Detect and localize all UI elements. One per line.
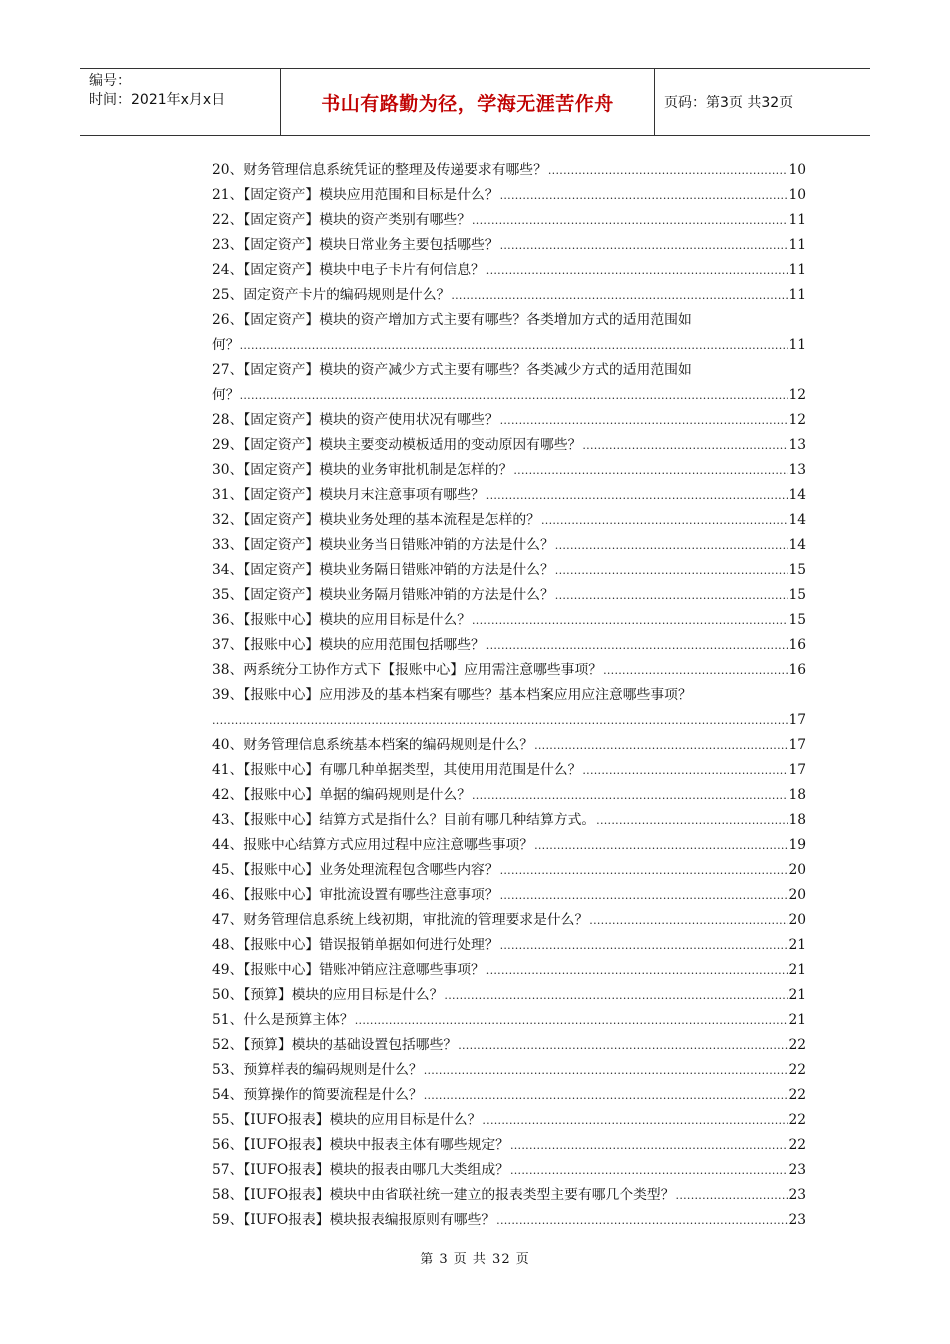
toc-entry-title: 23、【固定资产】模块日常业务主要包括哪些？ [212, 237, 499, 253]
header-motto: 书山有路勤为径，学海无涯苦作舟 [281, 69, 655, 135]
toc-entry[interactable] [212, 208, 806, 233]
toc-entry-title: 28、【固定资产】模块的资产使用状况有哪些？ [212, 412, 499, 428]
toc-entry-title: 46、【报账中心】审批流设置有哪些注意事项？ [212, 887, 499, 903]
toc-entry[interactable] [212, 183, 806, 208]
toc-entry[interactable] [212, 508, 806, 533]
toc-entry-title: 35、【固定资产】模块业务隔月错账冲销的方法是什么？ [212, 587, 554, 603]
toc-entry-page-number: 21 [788, 987, 806, 1003]
dot-leader [471, 608, 788, 633]
toc-entry[interactable] [212, 1183, 806, 1208]
toc-entry-page-number: 12 [788, 387, 806, 403]
dot-leader [499, 233, 789, 258]
toc-entry-continuation[interactable] [212, 708, 806, 733]
toc-entry-title: 30、【固定资产】模块的业务审批机制是怎样的？ [212, 462, 513, 478]
dot-leader [509, 1158, 788, 1183]
toc-entry-page-number: 21 [788, 962, 806, 978]
toc-entry-page-number: 21 [788, 1012, 806, 1028]
toc-entry-title: 44、报账中心结算方式应用过程中应注意哪些事项？ [212, 837, 534, 853]
toc-entry[interactable] [212, 633, 806, 658]
toc-entry-page-number: 18 [788, 787, 806, 803]
dot-leader [212, 708, 788, 733]
toc-entry-title: 34、【固定资产】模块业务隔日错账冲销的方法是什么？ [212, 562, 554, 578]
dot-leader [495, 1208, 788, 1233]
toc-entry-page-number: 17 [788, 712, 806, 728]
toc-entry-title: 59、【IUFO报表】模块报表编报原则有哪些？ [212, 1212, 496, 1228]
toc-entry-title: 32、【固定资产】模块业务处理的基本流程是怎样的？ [212, 512, 540, 528]
toc-entry-page-number: 23 [788, 1162, 806, 1178]
toc-entry-page-number: 15 [788, 612, 806, 628]
toc-entry-title: 52、【预算】模块的基础设置包括哪些？ [212, 1037, 458, 1053]
toc-entry[interactable] [212, 558, 806, 583]
toc-entry-title: 29、【固定资产】模块主要变动模板适用的变动原因有哪些？ [212, 437, 582, 453]
toc-entry[interactable] [212, 683, 806, 708]
toc-entry[interactable] [212, 483, 806, 508]
toc-entry-page-number: 23 [788, 1212, 806, 1228]
toc-entry[interactable] [212, 808, 806, 833]
toc-entry-page-number: 11 [788, 287, 806, 303]
toc-entry-page-number: 14 [788, 487, 806, 503]
toc-entry[interactable] [212, 433, 806, 458]
toc-entry-title: 48、【报账中心】错误报销单据如何进行处理？ [212, 937, 499, 953]
toc-entry-title: 25、固定资产卡片的编码规则是什么？ [212, 287, 451, 303]
toc-entry-title: 43、【报账中心】结算方式是指什么？目前有哪几种结算方式。 [212, 812, 596, 828]
dot-leader [354, 1008, 789, 1033]
toc-entry-title: 36、【报账中心】模块的应用目标是什么？ [212, 612, 471, 628]
toc-entry[interactable] [212, 458, 806, 483]
toc-entry[interactable] [212, 1058, 806, 1083]
dot-leader [485, 483, 789, 508]
toc-entry-title: 39、【报账中心】应用涉及的基本档案有哪些？基本档案应用应注意哪些事项？ [212, 687, 692, 703]
table-of-contents [212, 158, 806, 1233]
page-footer: 第 3 页 共 32 页 [420, 1252, 530, 1267]
dot-leader [423, 1058, 789, 1083]
toc-entry[interactable] [212, 983, 806, 1008]
dot-leader [554, 533, 789, 558]
toc-entry-page-number: 12 [788, 412, 806, 428]
dot-leader [485, 258, 789, 283]
toc-entry-page-number: 15 [788, 587, 806, 603]
toc-entry[interactable] [212, 1033, 806, 1058]
dot-leader [443, 983, 788, 1008]
toc-entry[interactable] [212, 733, 806, 758]
toc-entry-title: 27、【固定资产】模块的资产减少方式主要有哪些？各类减少方式的适用范围如 [212, 362, 692, 378]
dot-leader [457, 1033, 788, 1058]
toc-entry-page-number: 19 [788, 837, 806, 853]
toc-entry[interactable] [212, 408, 806, 433]
dot-leader [499, 883, 789, 908]
dot-leader [533, 733, 788, 758]
dot-leader [499, 408, 789, 433]
page-header [80, 68, 870, 136]
toc-entry-title: 20、财务管理信息系统凭证的整理及传递要求有哪些？ [212, 162, 547, 178]
toc-entry-page-number: 14 [788, 537, 806, 553]
toc-entry-title: 24、【固定资产】模块中电子卡片有何信息？ [212, 262, 485, 278]
toc-entry-page-number: 22 [788, 1112, 806, 1128]
toc-entry-title: 51、什么是预算主体？ [212, 1012, 354, 1028]
toc-entry[interactable] [212, 308, 806, 333]
toc-entry-title: 49、【报账中心】错账冲销应注意哪些事项？ [212, 962, 485, 978]
dot-leader [512, 458, 788, 483]
toc-entry-page-number: 22 [788, 1137, 806, 1153]
toc-entry-title-continued: 何？ [212, 337, 240, 353]
dot-leader [533, 833, 788, 858]
toc-entry-page-number: 10 [788, 187, 806, 203]
toc-entry[interactable] [212, 658, 806, 683]
dot-leader [423, 1083, 789, 1108]
toc-entry[interactable] [212, 958, 806, 983]
toc-entry[interactable] [212, 783, 806, 808]
dot-leader [554, 558, 789, 583]
dot-leader [485, 633, 789, 658]
toc-entry-page-number: 17 [788, 737, 806, 753]
toc-entry-title: 26、【固定资产】模块的资产增加方式主要有哪些？各类增加方式的适用范围如 [212, 312, 692, 328]
toc-entry-title: 22、【固定资产】模块的资产类别有哪些？ [212, 212, 471, 228]
toc-entry[interactable] [212, 858, 806, 883]
dot-leader [471, 783, 788, 808]
dot-leader [499, 183, 789, 208]
toc-entry[interactable] [212, 833, 806, 858]
toc-entry[interactable] [212, 1008, 806, 1033]
toc-entry-page-number: 15 [788, 562, 806, 578]
toc-entry-title: 47、财务管理信息系统上线初期，审批流的管理要求是什么？ [212, 912, 589, 928]
toc-entry-title: 56、【IUFO报表】模块中报表主体有哪些规定？ [212, 1137, 509, 1153]
toc-entry-title: 58、【IUFO报表】模块中由省联社统一建立的报表类型主要有哪几个类型？ [212, 1187, 675, 1203]
dot-leader [602, 658, 788, 683]
toc-entry[interactable] [212, 283, 806, 308]
toc-entry[interactable] [212, 583, 806, 608]
dot-leader [485, 958, 789, 983]
toc-entry-page-number: 20 [788, 862, 806, 878]
toc-entry-page-number: 17 [788, 762, 806, 778]
toc-entry-page-number: 11 [788, 337, 806, 353]
toc-entry-title: 53、预算样表的编码规则是什么？ [212, 1062, 423, 1078]
toc-entry-page-number: 14 [788, 512, 806, 528]
toc-entry-page-number: 22 [788, 1062, 806, 1078]
toc-entry-title: 41、【报账中心】有哪几种单据类型，其使用用范围是什么？ [212, 762, 582, 778]
dot-leader [540, 508, 788, 533]
toc-entry-page-number: 20 [788, 887, 806, 903]
header-page-info: 页码：第3页 共32页 [664, 95, 794, 111]
toc-entry-page-number: 11 [788, 262, 806, 278]
toc-entry-page-number: 10 [788, 162, 806, 178]
toc-entry[interactable] [212, 233, 806, 258]
toc-entry[interactable] [212, 608, 806, 633]
header-left-cell [80, 69, 281, 135]
toc-entry-page-number: 23 [788, 1187, 806, 1203]
dot-leader [481, 1108, 788, 1133]
toc-entry-page-number: 16 [788, 662, 806, 678]
toc-entry-page-number: 11 [788, 237, 806, 253]
toc-entry-page-number: 13 [788, 462, 806, 478]
dot-leader [471, 208, 788, 233]
dot-leader [499, 933, 789, 958]
toc-entry[interactable] [212, 358, 806, 383]
document-number-label: 编号： [89, 73, 131, 89]
dot-leader [509, 1133, 788, 1158]
dot-leader [240, 333, 789, 358]
toc-entry[interactable] [212, 1108, 806, 1133]
toc-entry-title: 50、【预算】模块的应用目标是什么？ [212, 987, 444, 1003]
toc-entry[interactable] [212, 1133, 806, 1158]
dot-leader [588, 908, 788, 933]
toc-entry-title: 57、【IUFO报表】模块的报表由哪几大类组成？ [212, 1162, 509, 1178]
toc-entry[interactable] [212, 883, 806, 908]
toc-entry-page-number: 20 [788, 912, 806, 928]
dot-leader [595, 808, 788, 833]
dot-leader [581, 433, 788, 458]
toc-entry-page-number: 22 [788, 1037, 806, 1053]
toc-entry-continuation[interactable] [212, 333, 806, 358]
toc-entry-title: 42、【报账中心】单据的编码规则是什么？ [212, 787, 471, 803]
dot-leader [450, 283, 788, 308]
toc-entry-title: 40、财务管理信息系统基本档案的编码规则是什么？ [212, 737, 534, 753]
dot-leader [240, 383, 789, 408]
toc-entry[interactable] [212, 533, 806, 558]
dot-leader [675, 1183, 789, 1208]
toc-entry[interactable] [212, 933, 806, 958]
toc-entry[interactable] [212, 158, 806, 183]
dot-leader [554, 583, 789, 608]
toc-entry-title-continued: 何？ [212, 387, 240, 403]
toc-entry[interactable] [212, 1158, 806, 1183]
toc-entry[interactable] [212, 1208, 806, 1233]
dot-leader [581, 758, 788, 783]
toc-entry-page-number: 11 [788, 212, 806, 228]
toc-entry-title: 37、【报账中心】模块的应用范围包括哪些？ [212, 637, 485, 653]
toc-entry-title: 54、预算操作的简要流程是什么？ [212, 1087, 423, 1103]
toc-entry-page-number: 13 [788, 437, 806, 453]
toc-entry-page-number: 16 [788, 637, 806, 653]
toc-entry-page-number: 18 [788, 812, 806, 828]
toc-entry-page-number: 22 [788, 1087, 806, 1103]
toc-entry-title: 33、【固定资产】模块业务当日错账冲销的方法是什么？ [212, 537, 554, 553]
toc-entry-page-number: 21 [788, 937, 806, 953]
document-time-label: 时间：2021年x月x日 [89, 92, 226, 108]
dot-leader [547, 158, 789, 183]
toc-entry-title: 55、【IUFO报表】模块的应用目标是什么？ [212, 1112, 482, 1128]
toc-entry-title: 31、【固定资产】模块月末注意事项有哪些？ [212, 487, 485, 503]
toc-entry[interactable] [212, 258, 806, 283]
toc-entry[interactable] [212, 1083, 806, 1108]
dot-leader [499, 858, 789, 883]
toc-entry-continuation[interactable] [212, 383, 806, 408]
toc-entry-title: 45、【报账中心】业务处理流程包含哪些内容？ [212, 862, 499, 878]
toc-entry[interactable] [212, 908, 806, 933]
toc-entry[interactable] [212, 758, 806, 783]
toc-entry-title: 38、两系统分工协作方式下【报账中心】应用需注意哪些事项？ [212, 662, 603, 678]
toc-entry-title: 21、【固定资产】模块应用范围和目标是什么？ [212, 187, 499, 203]
